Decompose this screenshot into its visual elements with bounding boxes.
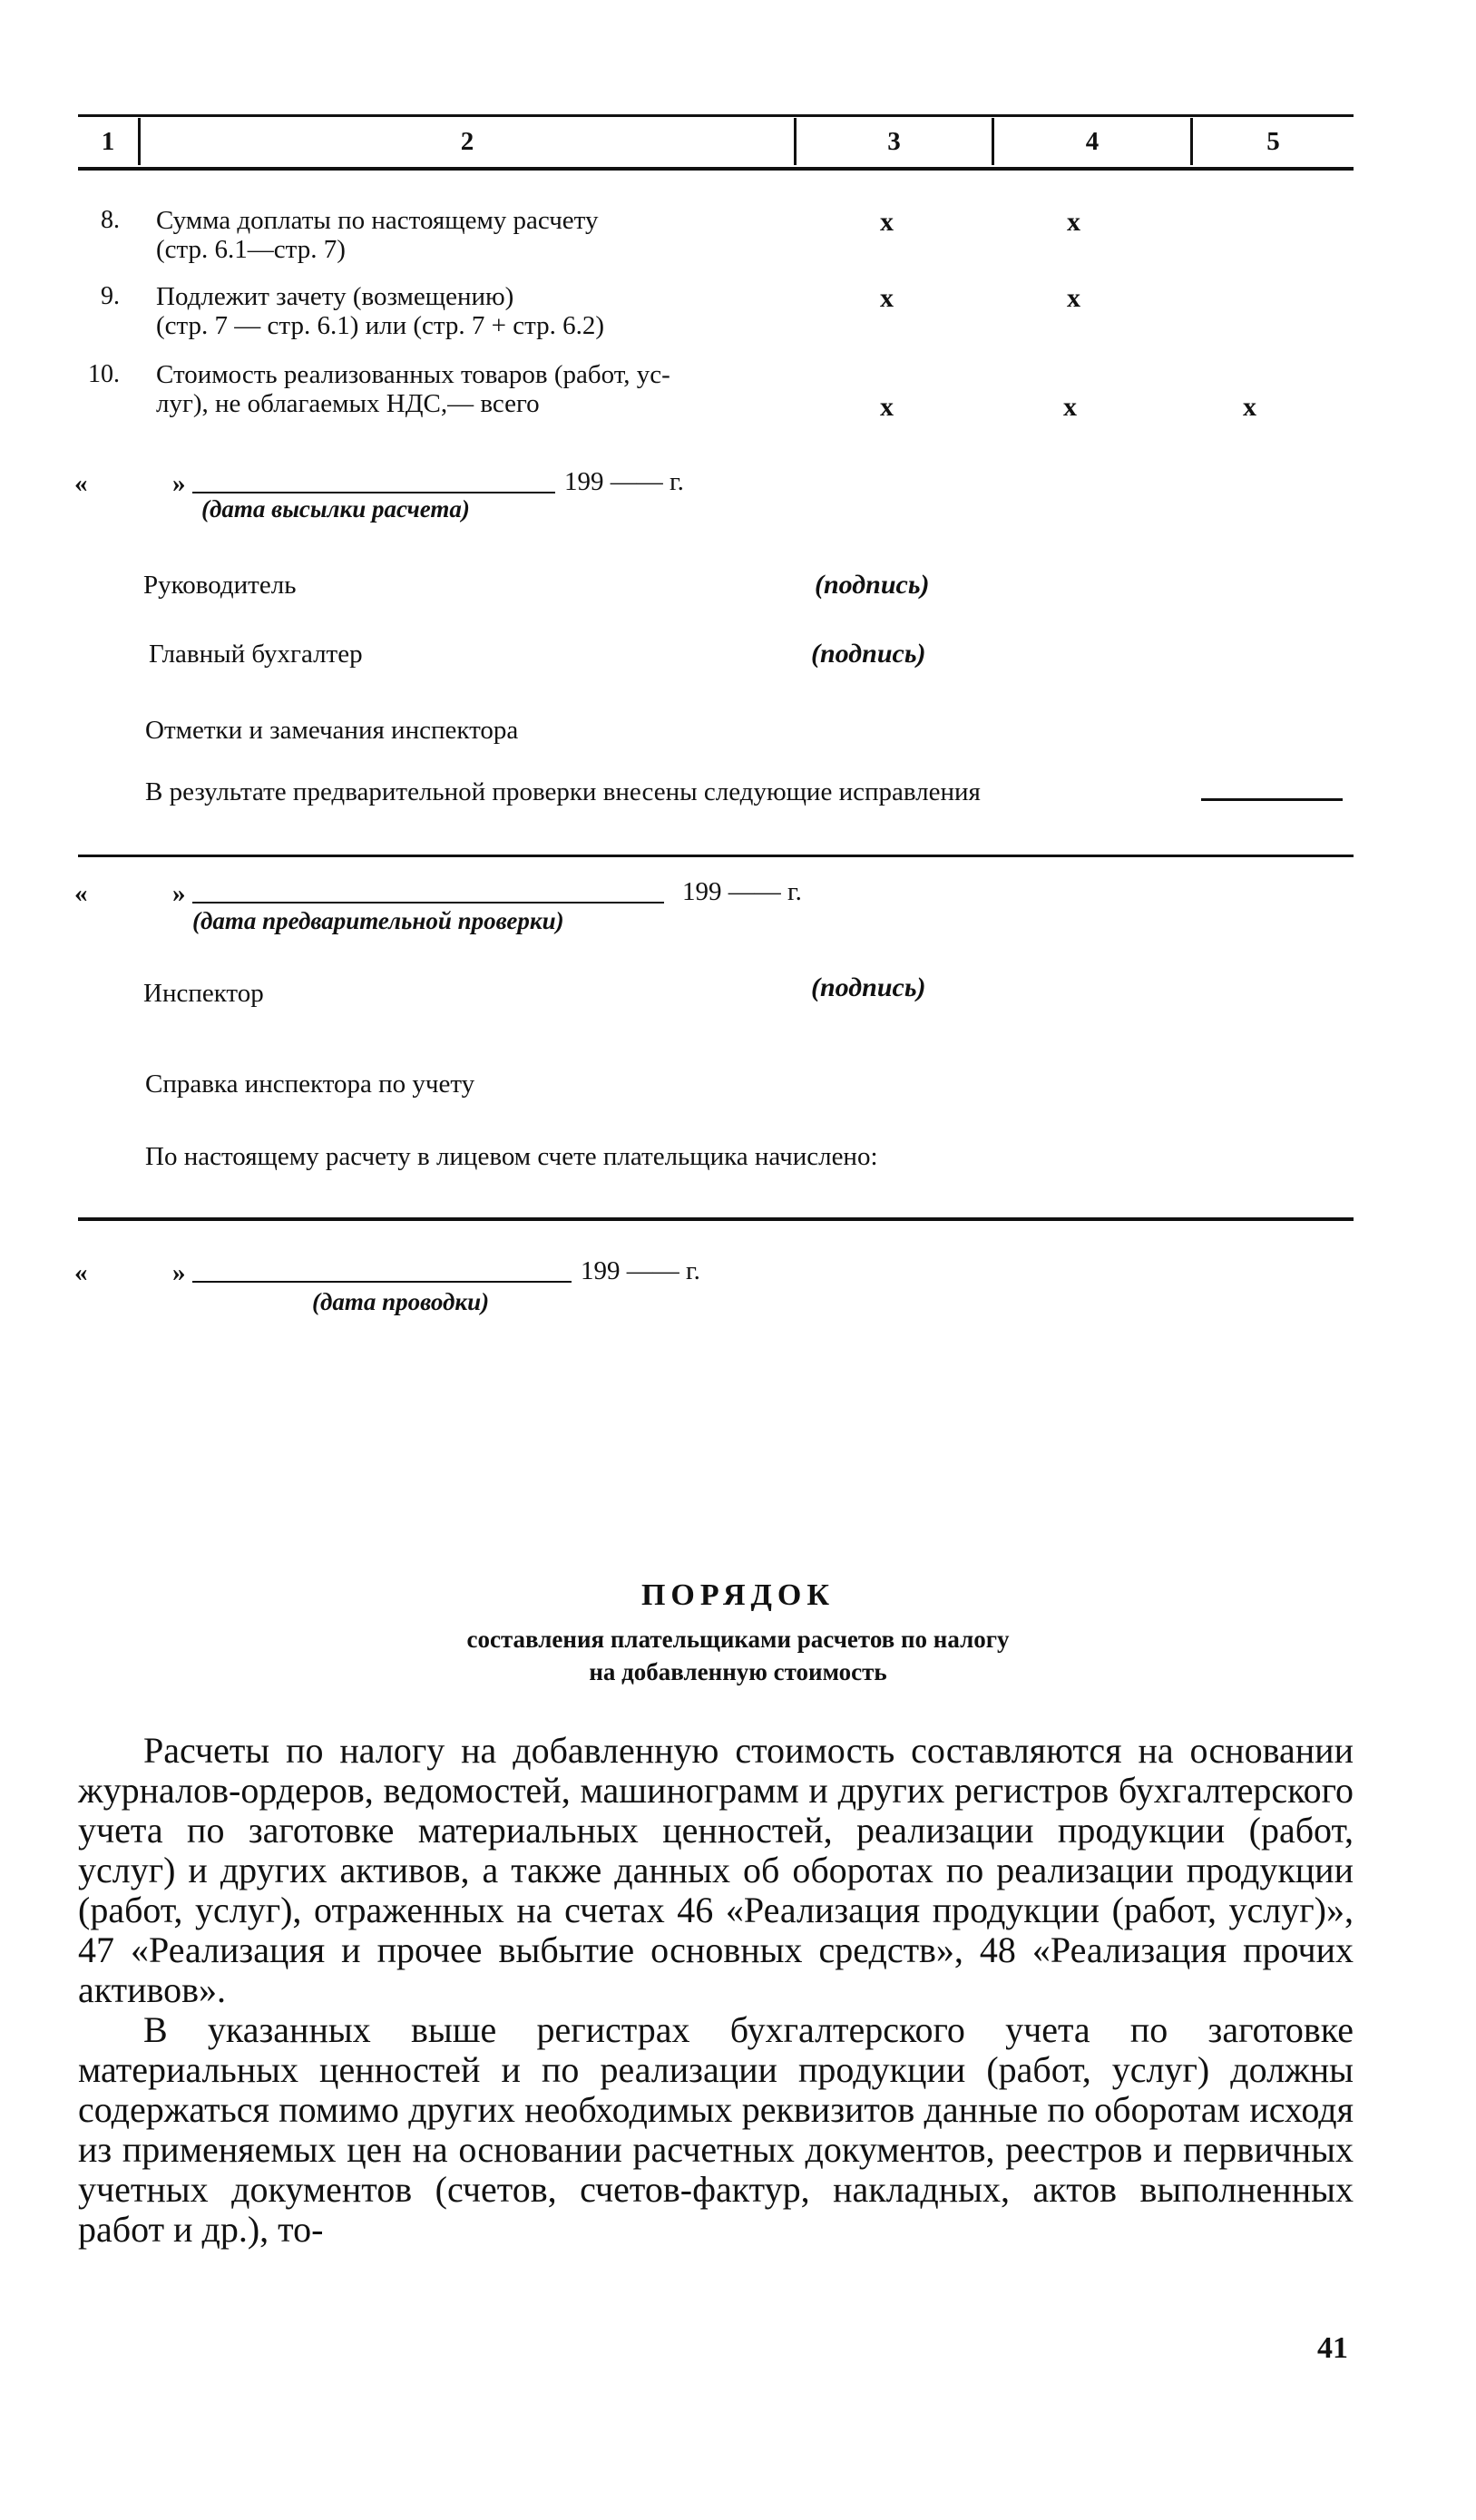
date-send-caption: (дата высылки расчета) (201, 495, 470, 523)
row-text-line: луг), не облагаемых НДС,— всего (156, 389, 540, 418)
cell-x-mark: x (1063, 392, 1077, 422)
row-number: 8. (101, 206, 120, 234)
cell-x-mark: x (1067, 283, 1080, 313)
inspector-signature: (подпись) (811, 972, 926, 1002)
form-rule (78, 1217, 1354, 1221)
section-subtitle: на добавленную стоимость (589, 1658, 887, 1685)
cell-x-mark: x (1243, 392, 1256, 422)
year-field: 199 —— г. (564, 467, 684, 496)
date-posting-caption: (дата проводки) (312, 1288, 490, 1315)
row-text-line: (стр. 6.1—стр. 7) (156, 235, 346, 264)
column-header-2: 2 (460, 127, 474, 156)
table-top-rule (78, 114, 1354, 117)
date-check-caption: (дата предварительной проверки) (192, 907, 564, 934)
corrections-fill-line (1201, 798, 1343, 801)
year-field: 199 —— г. (682, 877, 802, 906)
quote-open: « (74, 469, 88, 498)
year-field: 199 —— г. (581, 1256, 700, 1285)
cell-x-mark: x (880, 392, 894, 422)
section-title: ПОРЯДОК (640, 1578, 835, 1612)
date-blank-line (192, 1281, 572, 1283)
quote-open: « (74, 1258, 88, 1287)
accounting-note-label: Справка инспектора по учету (145, 1070, 475, 1099)
chief-accountant-signature: (подпись) (811, 639, 926, 669)
body-text (78, 1731, 1354, 2250)
row-text-line: Сумма доплаты по настоящему расчету (156, 206, 599, 235)
manager-signature: (подпись) (815, 570, 930, 600)
column-header-1: 1 (101, 127, 115, 156)
paragraph: Расчеты по налогу на добавленную стоимость составляются на основании журналов-ордеров, ведомостей, машинограмм и других регистров бухгалтерского учета по заготовке материальных ценностей, реализации продукции (работ, услуг) и других активов, а также данных об оборотах по реализации продукции (работ, услуг), отраженных на счетах 46 «Реализация продукции (работ, услуг)», 47 «Реализация и прочее выбытие основных средств», 48 «Реализация прочих активов». (78, 1730, 1354, 2010)
row-number: 9. (101, 282, 120, 310)
inspector-notes-label: Отметки и замечания инспектора (145, 716, 519, 745)
cell-x-mark: x (880, 283, 894, 313)
row-text-line: (стр. 7 — стр. 6.1) или (стр. 7 + стр. 6.2) (156, 311, 605, 340)
inspector-label: Инспектор (143, 979, 264, 1008)
section-subtitle: составления плательщиками расчетов по налогу (466, 1626, 1010, 1653)
row-text-line: Стоимость реализованных товаров (работ, ус- (156, 360, 670, 389)
column-header-3: 3 (887, 127, 901, 156)
quote-close: » (172, 469, 186, 498)
corrections-label: В результате предварительной проверки внесены следующие исправления (145, 777, 981, 806)
column-header-5: 5 (1266, 127, 1280, 156)
paragraph: В указанных выше регистрах бухгалтерского учета по заготовке материальных ценностей и по реализации продукции (работ, услуг) должны содержаться помимо других необходимых реквизитов данные по оборотам исходя из применяемых цен на основании расчетных документов, реестров и первичных учетных документов (счетов, счетов-фактур, накладных, актов выполненных работ и др.), то- (78, 2009, 1354, 2250)
cell-x-mark: x (1067, 207, 1080, 237)
table-header-bottom-rule (78, 167, 1354, 171)
quote-open: « (74, 879, 88, 908)
manager-label: Руководитель (143, 571, 297, 600)
row-text-line: Подлежит зачету (возмещению) (156, 282, 514, 311)
form-rule (78, 855, 1354, 857)
quote-close: » (172, 879, 186, 908)
chief-accountant-label: Главный бухгалтер (149, 640, 363, 669)
column-header-4: 4 (1085, 127, 1100, 156)
accrued-label: По настоящему расчету в лицевом счете плательщика начислено: (145, 1142, 878, 1171)
row-number: 10. (88, 360, 120, 388)
date-blank-line (192, 902, 664, 903)
cell-x-mark: x (880, 207, 894, 237)
quote-close: » (172, 1258, 186, 1287)
page-number: 41 (1317, 2331, 1348, 2365)
